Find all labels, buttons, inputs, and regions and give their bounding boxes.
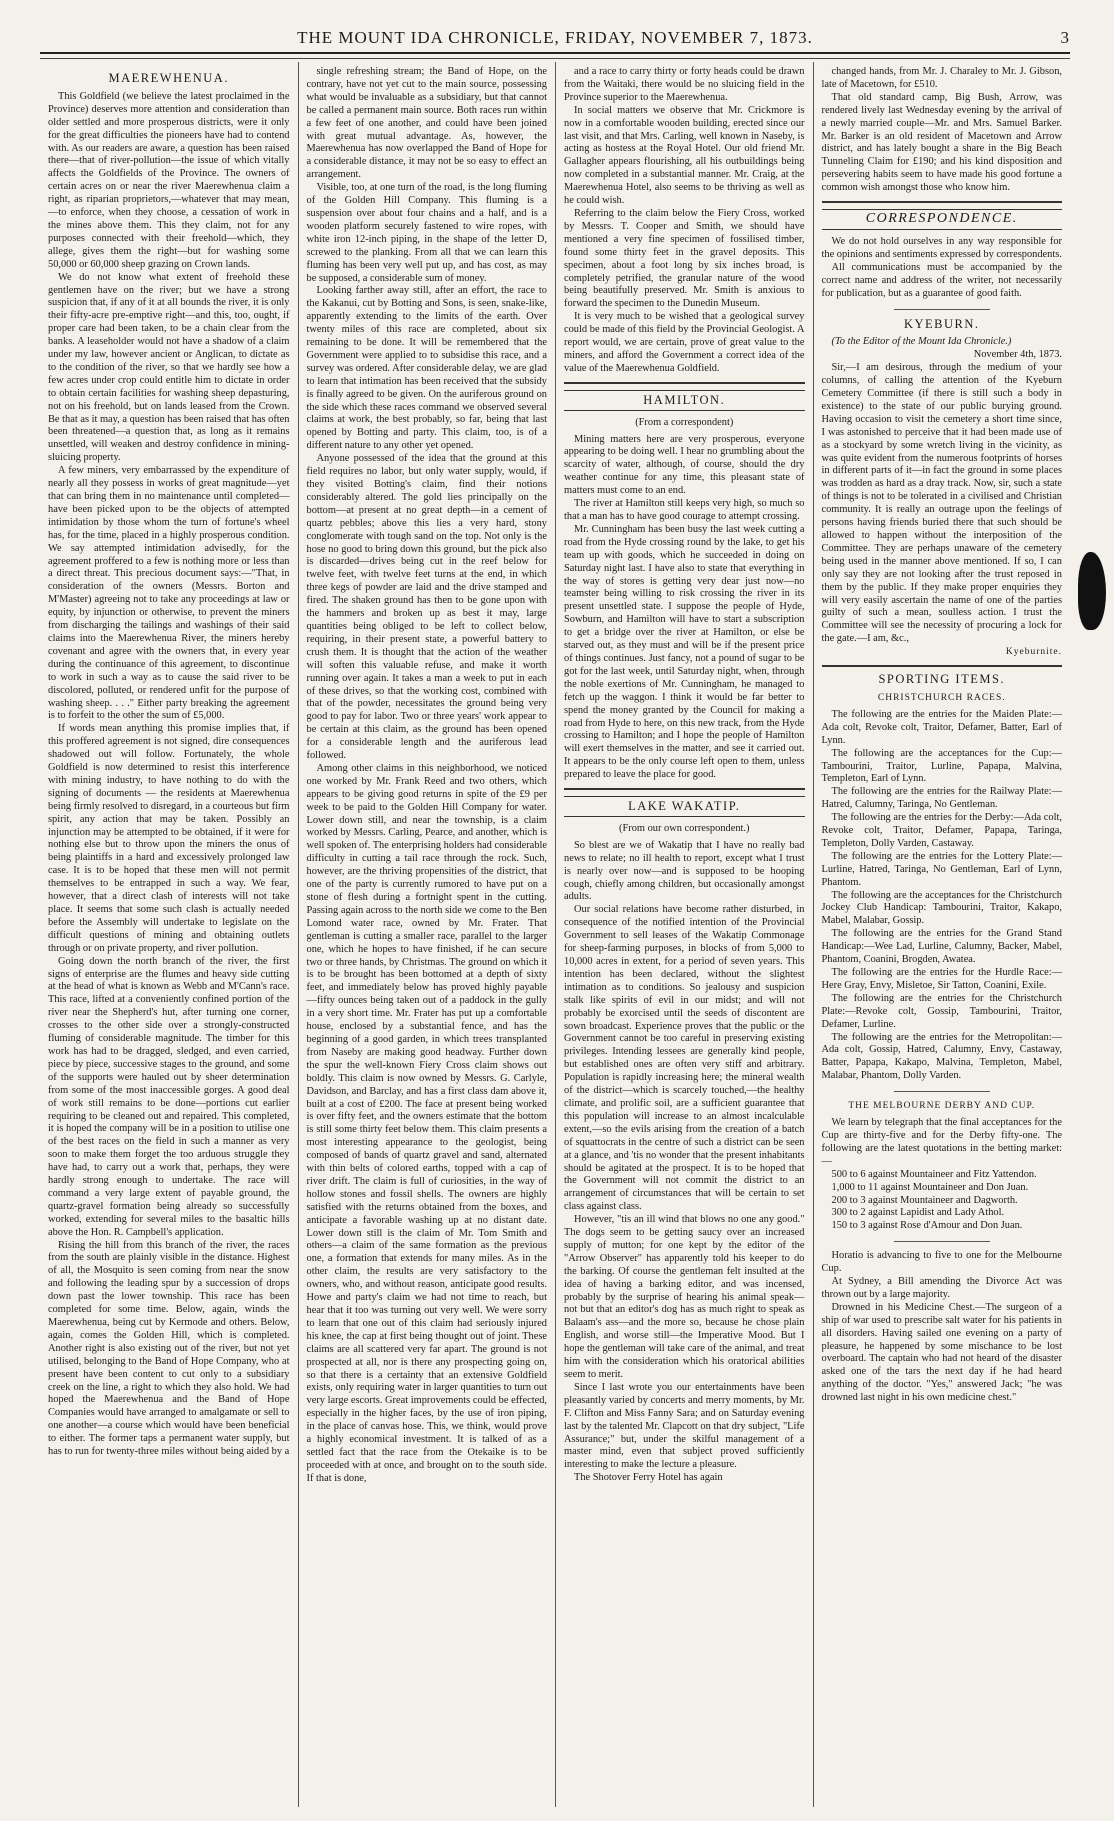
race-entry: The following are the entries for the Maiden Plate:—Ada colt, Revoke colt, Traitor, Defamer, Batter, Earl of Lynn.: [821, 708, 1062, 746]
section-rule: [822, 665, 1063, 667]
letter-signature: Kyeburnite.: [1005, 647, 1062, 658]
betting-line: 150 to 3 against Rose d'Amour and Don Juan.: [831, 1220, 1023, 1232]
section-rule: [894, 309, 990, 310]
article-paragraph: Going down the north branch of the river, the first signs of enterprise are the flumes and heavy side cutting at the head of what is known as Webb and M'Cann's race. This race, lifted at a conveniently confined portion of the river near the Shepherd's hut, after turning one corner, crosses to the other side over a strongly-constructed fluming of considerable magnitude. The timber for this work has had to be dragged, sledged, and even carried, piece by piece, successive stages to the ground, and some of the supports were hauled out by sheer determination from some of the most inaccessible gorges. A good deal of work still remains to be done—portions cut earlier requiring to be cleaned out and repaired. This completed, it is hoped the company will be in a position to utilise one of the best races on the field in such a manner as very soon to make them forget the too arduous struggle they have had, to carry out a work that, perhaps, they were hardly strong enough to undertake. The race will command a very large extent of payable ground, the quartz-gravel formation being already so successfully worked, extending for several miles to the basaltic hills above the Hon. R. Campbell's application.: [48, 955, 290, 1238]
masthead: [40, 28, 1070, 54]
column-4: [813, 62, 1071, 1807]
article-paragraph: This Goldfield (we believe the latest proclaimed in the Province) deserves more attention and consideration than older settled and more prosperous districts, were it only for the great difficulties the pioneers have had to contend with. As our readers are aware, a question has been raised there—that of river-pollution—the issue of which vitally affects the Goldfields of the Province. The owners of certain acres on or near the river Maerewhenua claim a right, as riparian proprietors,—whatever that may mean,—to enforce, when they choose, a cessation of work in the mines above them. This they claim, not for any purposes connected with their freehold—which, they allege, gives them the right—but for washing some 50,000 or 60,000 sheep grazing on Crown lands.: [48, 90, 290, 270]
race-entry: The following are the entries for the Metropolitan:—Ada colt, Gossip, Hatred, Calumny, Envy, Castaway, Batter, Papapa, Kakapo, Malvina, Templeton, Mabel, Malabar, Phantom, Dolly Varden.: [821, 1031, 1062, 1082]
article-paragraph: However, "tis an ill wind that blows no one any good." The dogs seem to be getting saucy over an increased supply of mutton; for one kept by the editor of the "Arrow Observer" has apparently told his keeper to do the barking. Of course the gentleman felt insulted at the idea of having a barking editor, and was incensed, probably by the surprise of hearing his animal speak—not but that an editor's dog has as much right to speak as Balaam's ass—and the more so, because he chose plain English, and worse still—the Imperative Mood. But I hope the gentleman will take care of the animal, and treat him with the consideration which his oratorical abilities seem to merit.: [564, 1214, 805, 1380]
race-entry: The following are the entries for the Hurdle Race:—Here Gray, Envy, Misletoe, Sir Tatton, Coanini, Exile.: [821, 967, 1062, 991]
column-1: [40, 62, 298, 1807]
hamilton-byline: (From a correspondent): [635, 416, 734, 428]
columns: [40, 62, 1070, 1807]
article-paragraph: Visible, too, at one turn of the road, is the long fluming of the Golden Hill Company. This fluming is a suspension over about four chains and a half, and is a wooden platform securely fastened to wire ropes, with white iron 12-inch piping, in the shape of the letter D, screwed to the planking. From all that we can learn this fluming has been very well put up, and has cost, as may be supposed, a considerable sum of money.: [306, 182, 547, 284]
letter-address: (To the Editor of the Mount Ida Chronicle.): [831, 336, 1012, 348]
section-rule: [564, 382, 805, 384]
article-paragraph: Among other claims in this neighborhood, we noticed one worked by Mr. Frank Reed and two others, which appears to be giving good returns in spite of the £9 per week to be paid to the Golden Hill Company for water. Lower down still, and near the township, is a claim worked by Messrs. Carling, Pearce, and another, which is well spoken of. The enterprising holders had considerable difficulty in cutting a tail race through the rock. Such, however, are the thriving propensities of the district, that one of the party is currently rumored to have put on a stone of flesh during a fortnight spent in the cutting. Passing again across to the north side we come to the Ben Lomond water race, owned by Mr. Frater. That gentleman is cutting a smaller race, parallel to the larger one, which he hopes to have finished, if he can secure two or three hands, by Christmas. The ground on which it is to be brought has been bottomed at a depth of sixty feet, and immediately below has proved highly payable—fifty ounces being taken out of a paddock in the gully in a very short time. Mr. Frater has put up a comfortable house, enclosed by a substantial fence, and has the beginning of a good garden, in which trees transplanted from Naseby are making good headway. Further down the spur the well-known Fiery Cross claim shows out boldly. This claim is now owned by Messrs. G. Carlyle, Davidson, and Barclay, and has a first class dam above it, built at a cost of £200. The face at present being worked is over fifty feet, and the owners estimate that the bottom is still some thirty feet below them. This claim presents a most interesting appearance to the geologist, being composed of bands of quartz gravel and sand, alternated with thin belts of colored earths, topped with a cap of river drift. The claim is full of curiosities, in the way of hollow stones and fossil shells. The owners are highly satisfied with the returns obtained from the boxes, and anticipate a favorable washing up at no distant date. Lower down still is the claim of Mr. Tom Smith and others—a claim of the same formation as the previous one, a formation that extends for many miles. As in the other claim, the results are very satisfactory to the owners, who, and without reason, anticipate good results. Howe and party's claim we had not time to reach, but hear that it too was turning out very well. We were sorry to learn that one out of this claim had seriously injured his knee, the cap at first being thought out of joint. These claims are all scattered very far apart. The ground is not prospected at all, nor is there any prospecting going on, so that there is a certainty that an extensive Goldfield exists, only requiring water in larger quantities to turn out very large escorts. Great improvements could be effected, especially in the higher faces, by the use of iron piping, in the place of canvas hose. This, we think, would prove a highly economical investment. It is talked of as a settled fact that the race from the Otekaike is to be proceeded with at once, and brought on to the south side. If that is done,: [306, 762, 547, 1484]
wakatip-byline: (From our own correspondent.): [619, 822, 750, 834]
race-entry: The following are the entries for the Lottery Plate:—Lurline, Hatred, Taringa, No Gentleman, Earl of Lynn, Phantom.: [821, 850, 1062, 888]
article-paragraph: If words mean anything this promise implies that, if this proffered agreement is not signed, dire consequences shadowed out will follow. Fortunately, the whole Goldfield is now determined to resist this interference with mining industry, to have nothing to do with the signing of documents — the residents at Maerewhenua being firmly resolved to disregard, in a courteous but firm spirit, any action that may be taken. Possibly an injunction may be attempted to be obtained, if it were for nothing else but to throw upon the miners the onus of being plaintiffs in a hard and excessively prolonged law case. It is to be hoped that these men will not permit themselves to be entrapped in such a way. We fear, however, that a direct clash of interests will not take place. It seems that some such clash is actually needed before the Assembly will undertake to legislate on the difficult questions of mining and obtaining outlets through or on private property, and river pollution.: [48, 723, 290, 954]
race-entry: The following are the acceptances for the Christchurch Jockey Club Handicap: Tambourini, Traitor, Kakapo, Mabel, Malabar, Gossip.: [821, 889, 1062, 927]
race-entry: The following are the acceptances for the Cup:—Tambourini, Traitor, Lurline, Papapa, Malvina, Templeton, Earl of Lynn.: [821, 747, 1062, 785]
races-subhead: CHRISTCHURCH RACES.: [877, 692, 1006, 703]
article-paragraph: The river at Hamilton still keeps very high, so much so that a man has to have good courage to attempt crossing.: [564, 498, 805, 522]
section-rule: [564, 788, 805, 790]
article-paragraph: It is very much to be wished that a geological survey could be made of this field by the Provincial Geologist. A report would, we are certain, prove of great value to the miners, and afford the Government a correct idea of the value of the Maerewhenua Goldfield.: [564, 311, 805, 374]
race-entry: The following are the entries for the Railway Plate:—Hatred, Calumny, Taringa, No Gentleman.: [821, 786, 1062, 811]
column-3: [555, 62, 813, 1807]
article-paragraph: So blest are we of Wakatip that I have no really bad news to relate; no ill health to report, except what I trust is nearly over now—and is supposed to be hooping cough, chiefly among children, but occasionally amongst adults.: [564, 839, 805, 903]
misc-paragraph: Drowned in his Medicine Chest.—The surgeon of a ship of war used to prescribe salt water for his patients in all disorders. Having sailed one evening on a party of pleasure, he happened by some mischance to be lost overboard. The captain who had not heard of the disaster asked one of the tars the next day if he had heard anything of the doctor. "Yes," answered Jack; "he was drowned last night in his own medicine chest.": [821, 1301, 1062, 1404]
section-rule: [822, 201, 1063, 203]
notice-paragraph: All communications must be accompanied by the correct name and address of the writer, not necessarily for publication, but as a guarantee of good faith.: [821, 261, 1062, 299]
race-entry: The following are the entries for the Derby:—Ada colt, Revoke colt, Traitor, Defamer, Papapa, Taringa, Templeton, Dolly Varden, Castaway.: [821, 812, 1062, 849]
betting-line: 1,000 to 11 against Mountaineer and Don Juan.: [831, 1181, 1029, 1193]
misc-paragraph: At Sydney, a Bill amending the Divorce Act was thrown out by a large majority.: [821, 1276, 1062, 1300]
article-paragraph: changed hands, from Mr. J. Charaley to Mr. J. Gibson, late of Macetown, for £510.: [821, 66, 1062, 90]
letter-body: Sir,—I am desirous, through the medium of your columns, of calling the attention of the Kyeburn Cemetery Committee (if there is still such a body in existence) to the state of our public burying ground. Having occasion to visit the cemetery a short time since, I was astonished to perceive that it had been made use of as a stockyard by some wretch living in the vicinity, as was quite evident from the numerous footprints of horses in different parts of it—in fact the ground in some places was trodden as hard as a dray track. Now, sir, such a state of things is not to be tolerated in a civilised and Christian community. It is really an outrage upon the feelings of persons having friends buried there that such should be allowed to happen without the interposition of the Committee. They are perhaps unaware of the cemetery being used in the manner above mentioned. If so, I can only say they are not looking after the trust reposed in them by the public. If they make proper enquiries they will very easily ascertain the name of one of the parties guilty of such a mean, soulless action. I trust the Committee will see the necessity of procuring a lock for the gate.—I am, &c.,: [821, 362, 1062, 645]
race-entry: The following are the entries for the Grand Stand Handicap:—Wee Lad, Lurline, Calumny, Backer, Mabel, Phantom, Coanini, Brogden, Awatea.: [821, 928, 1062, 966]
article-paragraph: Mr. Cunningham has been busy the last week cutting a road from the Hyde crossing round by the lake, to get his team up with goods, which he succeeded in doing on Saturday night last. I have also to state that everything in the way of stores is getting very dear just now—no teamster being willing to risk crossing the river in its present unsettled state. I suppose the people of Hyde, Sowburn, and Hamilton will have to start a subscription to get a bridge over the river at Hamilton, or else be starved out, as they must and will be if the present price of things continues. Just fancy, not a pound of sugar to be got for the last week, until Saturday night, when, through the noble exertions of Mr. Cunningham, he managed to fetch up the waggon. I think it would be far better to spend the money granted by the Council for making a road from Hyde to here, on this new track, from the Hyde crossing to Hamilton; and I hope the people of Hamilton will exert themselves in the matter, and see it carried out. It appears to be the only course left open to them, unless prepared to leave the place for good.: [564, 523, 805, 781]
article-paragraph: Looking farther away still, after an effort, the race to the Kakanui, cut by Botting and Sons, is seen, snake-like, apparently extending to the limits of the earth. Over twenty miles of this race are completed, about six remaining to be done. It will be remembered that the Government were applied to to subsidise this race, and a survey was ordered. After considerable delay, we are glad to learn that intimation has been received that the subsidy is finally agreed to be given. On the auriferous ground on the side which these races command we observed several claims at work, the best probably, so far, being that last opened by Botting and party. This claim, too, is of a different nature to any other yet opened.: [306, 285, 547, 452]
article-paragraph: and a race to carry thirty or forty heads could be drawn from the Waitaki, there would be no sluicing field in the Province superior to the Maerewhenua.: [564, 66, 805, 103]
article-paragraph: That old standard camp, Big Bush, Arrow, was rendered lively last Wednesday evening by the arrival of a newly married couple—Mr. and Mrs. Samuel Barker. Mr. Barker is an old resident of Macetown and Arrow district, and has lately bought a share in the Big Beach Tunneling Claim for £190; and his kind disposition and persevering habits seem to have made his good fortune a common wish amongst those who know him.: [821, 91, 1062, 194]
article-paragraph: Rising the hill from this branch of the river, the races from the south are plainly visible in the distance. Highest of all, the Mosquito is seen coming from near the snow and following the leading spur by a succession of drops down past the lower township. This race has been completed for some time. Below, again, winds the Maerewhenua, being cut by Kermode and others. Below, again, comes the Golden Hill, which is completed. Another right is also existing out of the river, but not yet utilised, belonging to the Band of Hope Company, who at present have been content to cut only to a subsidiary creek on the line, a right to which they also hold. We had hoped the Maerewhenua and the Band of Hope Companies would have arranged to amalgamate or sell to one another—a course which would have been beneficial to either. The former taps a permanent water supply, but has to run for twenty-three miles without being aided by a: [48, 1239, 290, 1458]
ink-blot: [1078, 552, 1106, 630]
article-paragraph: The Shotover Ferry Hotel has again: [574, 1472, 723, 1484]
article-paragraph: Since I last wrote you our entertainments have been pleasantly varied by concerts and merry moments, by Mr. F. Clifton and Miss Fanny Sara; and on Saturday evening last by the talented Mr. Clapcott on that dry subject, "Life Assurance;" but, under the skilful management of a master mind, even that subject proved sufficiently interesting to make the lecture a pleasure.: [564, 1381, 805, 1471]
kyeburn-heading: KYEBURN.: [903, 316, 980, 331]
derby-paragraph: We learn by telegraph that the final acceptances for the Cup are thirty-five and for the Derby fifty-one. The following are the latest quotations in the betting market:—: [821, 1117, 1062, 1167]
maerewhenua-heading: MAEREWHENUA.: [108, 71, 229, 85]
correspondence-heading: CORRESPONDENCE.: [822, 209, 1063, 230]
betting-line: 200 to 3 against Mountaineer and Dagworth.: [831, 1194, 1018, 1206]
column-2: [298, 62, 556, 1807]
letter-date: November 4th, 1873.: [973, 349, 1062, 361]
betting-line: 500 to 6 against Mountaineer and Fitz Yattendon.: [831, 1168, 1037, 1180]
sporting-heading: SPORTING ITEMS.: [878, 672, 1006, 687]
article-paragraph: We do not know what extent of freehold these gentlemen have on the river; but we have a strong suspicion that, if any of it at all bounds the river, it is only their fifty-acre pre-emptive right—and this, too, ought, if proper care had been taken, to be a chain clear from the banks. A leaseholder would not have a shadow of a claim under my law, however ancient or Anglican, to dictate as to the condition of the river, so that we hardly see how a few acres under crop could entitle him to dictate in order to obtain certain facilities for washing sheep depasturing, not on his freehold, but on lands leased from the Crown. Be that as it may, a question has been raised that has often been threatened—a question that, as long as it remains unsettled, will weaken and destroy confidence in mining-sluicing property.: [48, 271, 290, 464]
article-paragraph: A few miners, very embarrassed by the expenditure of nearly all they possess in works of great magnitude—yet that can bring them in no maintenance until completed—have been picked upon to be the objects of attempted intimidation by those whom the turn of fortune's wheel has, for the time, placed in a highly prosperous condition. We say attempted intimidation advisedly, for the agreement proffered to a few is nothing more or less than a direct threat. This precious document says:—"That, in consideration of the owners (Messrs. Borton and M'Master) agreeing not to take any proceedings at law or equity, by injunction or otherwise, to prevent the miners from discharging the tailings and washings of their said claims into the Maerewhenua River, the miners hereby covenant and agree with the owners that, in every year during the continuance of this agreement, to discontinue to work in such a way as to cause the said river to be discolored, polluted, or rendered unfit for the purpose of washing sheep. . . ." Either party breaking the agreement is to forfeit to the other the sum of £5,000.: [48, 465, 290, 722]
page-number: 3: [1060, 28, 1070, 47]
article-paragraph: Mining matters here are very prosperous, everyone appearing to be doing well. I hear no grumbling about the scarcity of water, although, of course, should the dry weather continue for any time, this pleasant state of matters must come to an end.: [564, 433, 805, 497]
masthead-title: THE MOUNT IDA CHRONICLE, FRIDAY, NOVEMBER 7, 1873.: [297, 28, 813, 47]
section-rule: [894, 1091, 990, 1092]
section-rule: [894, 1241, 990, 1242]
race-entry: The following are the entries for the Christchurch Plate:—Revoke colt, Gossip, Tambourini, Traitor, Defamer, Lurline.: [821, 992, 1062, 1030]
article-paragraph: Referring to the claim below the Fiery Cross, worked by Messrs. T. Cooper and Smith, we should have mentioned a very fine specimen of fossilised timber, found some thirty feet in the gravel deposits. This specimen, about a foot long by six inches broad, is completely petrified, the granular nature of the wood being beautifully preserved. Mr. Smith is anxious to forward the specimen to the Dunedin Museum.: [564, 207, 805, 310]
article-paragraph: In social matters we observe that Mr. Crickmore is now in a comfortable wooden building, erected since our last visit, and that Mrs. Carling, well known in Naseby, is acting as hostess at the Royal Hotel. Our old friend Mr. Gallagher appears flourishing, all his outbuildings being now completed in a substantial manner. Mr. Craig, at the Maerewhenua Hotel, also seems to be thriving as well as he could wish.: [564, 104, 805, 207]
wakatip-heading: LAKE WAKATIP.: [564, 796, 805, 817]
article-paragraph: single refreshing stream; the Band of Hope, on the contrary, have not yet cut to the main source, possessing what would be invaluable as a subsidiary, but that cannot be called a permanent main source. Both races run within a few feet of one another, and could have been joined with great mutual advantage. As, however, the Maerewhenua has now overlapped the Band of Hope for a considerable distance, it may not be so easy to effect an arrangement.: [306, 66, 547, 181]
article-paragraph: Anyone possessed of the idea that the ground at this field requires no labor, but only water supply, would, if they visited Botting's claim, find their notions considerably altered. The gold lies principally on the bottom—at present at no great depth—in a cement of quartz pebbles; above this lies a very hard, stony conglomerate with tough sand on the top. Not only is the hose no good to bring down this ground, but the pick also is discarded—drives being cut in the reef below for twelve feet, with twelve feet turns at the end, in which three kegs of powder are laid and the drive stamped and fired. The shaken ground has then to be gone upon with the hammers and broken up as best it may, large quantities being obliged to be left to collect below, requiring, in their present state, a powerful battery to crush them. It is thought that the action of the weather will soften this valuable refuse, and make it worth running over again. It takes a man a week to put in each of these drives, so that the working cost, combined with that of the powder, necessitates the ground being very good to pay for labor. Two or three years' work appear to be certain at this claim, as the ground has been opened for a considerable length and the auriferous lead followed.: [306, 453, 547, 762]
masthead-rule: [40, 58, 1070, 59]
hamilton-heading: HAMILTON.: [564, 390, 805, 411]
derby-subhead: THE MELBOURNE DERBY AND CUP.: [848, 1101, 1036, 1112]
article-paragraph: Our social relations have become rather disturbed, in consequence of the notified intention of the Provincial Government to sell leases of the Wakatip Commonage for sheep-farming purposes, in blocks of from 5,000 to 10,000 acres in extent, for a period of seven years. This intention has been declared, without the slightest intimation as to conditions. So jealousy and suspicion stalk like spirits of evil in our midst; and will not probably be exorcised until the seeds of discontent are sown broadcast. Experience proves that the public or the Government cannot be too careful in preserving existing privileges. Intending lessees are generally kind people, but established ones are often very stiff and arbitrary. Population is rapidly increasing here; the mineral wealth of the district—which is scarcely touched,—the healthy climate, and prolific soil, are a sufficient guarantee that this population will increase to an almost incalculable extent,—so the evils arising from the creation of a batch of squattocrats in the centre of such a district can be seen at a glance, and 'tis no wonder that the present inhabitants should be agitated at the prospect. It is to be hoped that the Government will not commit the district to an arrangement of circumstances that will be certain to set class against class.: [564, 904, 805, 1213]
notice-paragraph: We do not hold ourselves in any way responsible for the opinions and sentiments expressed by correspondents.: [821, 235, 1062, 260]
betting-line: 300 to 2 against Lapidist and Lady Athol.: [831, 1207, 1005, 1219]
misc-paragraph: Horatio is advancing to five to one for the Melbourne Cup.: [821, 1250, 1062, 1275]
